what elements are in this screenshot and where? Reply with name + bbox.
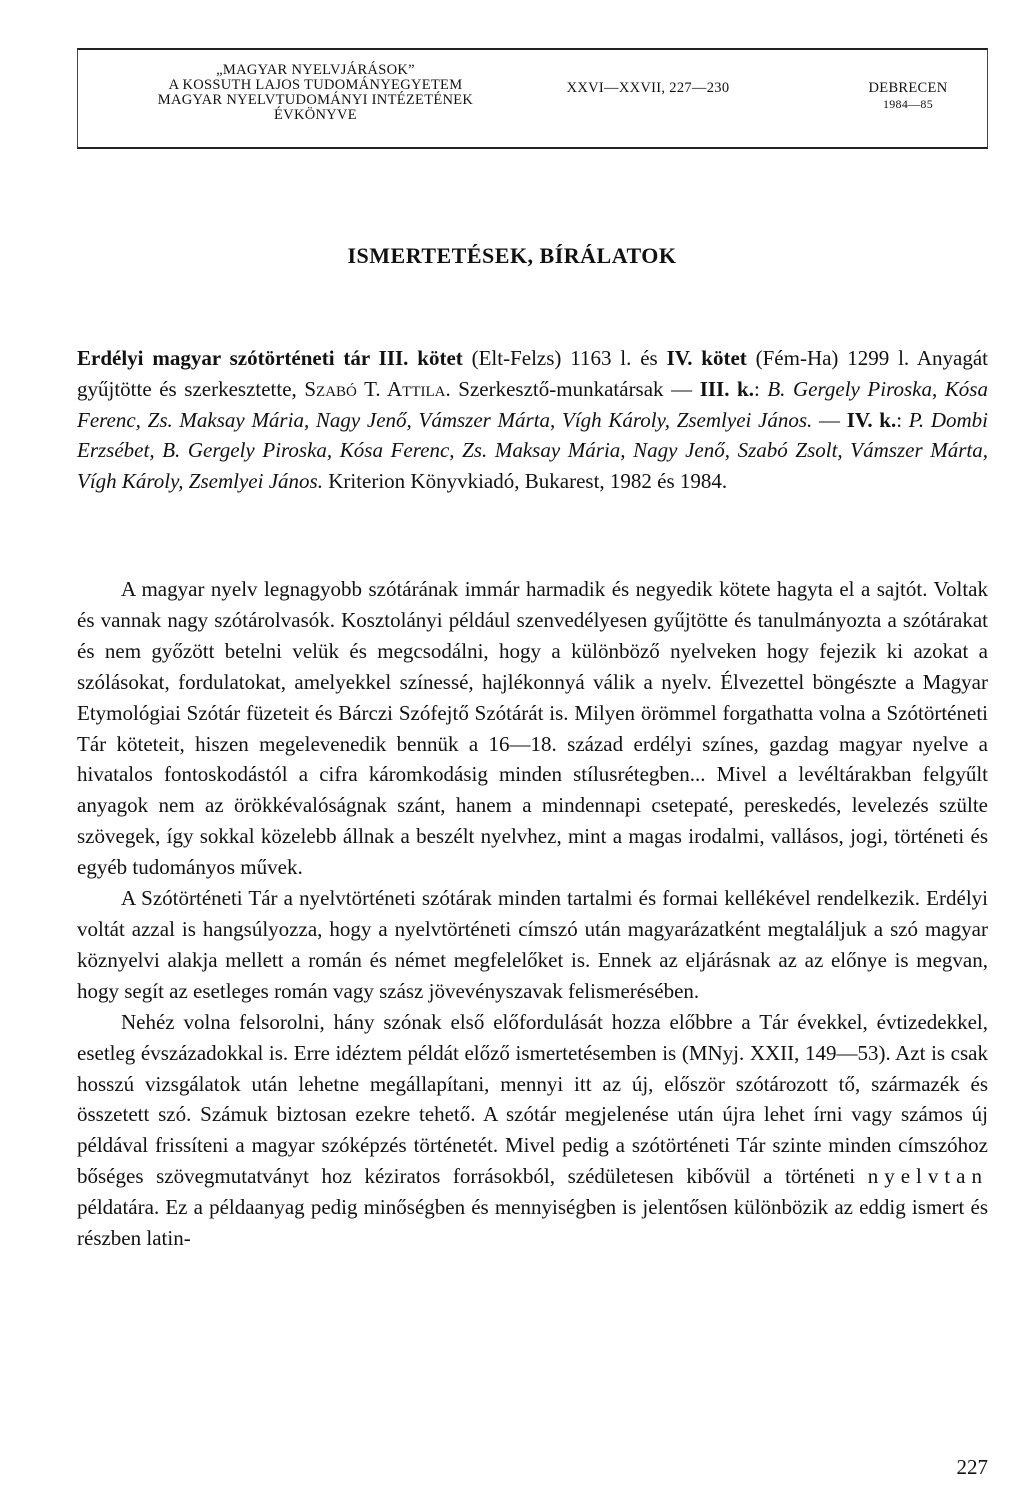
paragraph-text: Nehéz volna felsorolni, hány szónak első előfordulását hozza előbbre a Tár évekkel, évtizedekkel, esetleg évszázadokkal is. Erre idéztem példát előző ismertetésemben is (MNyj. XXII, 149—53). Azt is csak hosszú vizsgálatok után lehetne megállapítani, mennyi itt az új, először szótározott tő, származék és összetett szó. Számuk biztosan ezekre tehető. A szótár megjelenése után újra lehet írni vagy számos új példával frissíteni a magyar szóképzés történetét. Mivel pedig a szótörténeti Tár szinte minden címszóhoz bőséges szövegmutatványt hoz kéziratos forrásokból, szédületesen kibővül a történeti: [77, 1009, 988, 1189]
journal-header: [77, 48, 988, 149]
years: 1984—85: [882, 97, 934, 111]
paragraph-text: példatára. Ez a példaanyag pedig minőségben és mennyiségben is jelentősen különbözik az eddig ismert és részben latin-: [77, 1195, 988, 1251]
publisher: Kriterion Könyvkiadó, Bukarest, 1982 és 1984.: [322, 469, 728, 494]
series-title: „MAGYAR NYELVJÁRÁSOK”: [216, 62, 415, 78]
biblio-text: :: [753, 376, 768, 401]
spaced-emphasis: nyelvtan: [867, 1164, 988, 1189]
volume-label: IV. k.: [846, 407, 897, 432]
contributors: P. Dombi Erzsébet, B. Gergely Piroska, Kósa Ferenc, Zs. Maksay Mária, Nagy Jenő, Szabó Zsolt, Vámszer Márta, Vígh Károly, Zsemlyei János.: [77, 407, 989, 494]
page-number: 227: [956, 1455, 988, 1479]
volume-title: Erdélyi magyar szótörténeti tár III. kötet: [77, 346, 463, 370]
paragraph: A Szótörténeti Tár a nyelvtörténeti szótárak minden tartalmi és formai kellékével rendelkezik. Erdélyi voltát azzal is hangsúlyozza, hogy a nyelvtörténeti címszó után magyarázatként megtaláljuk a szó magyar köznyelvi alakja mellett a román és német megfelelőket is. Ennek az eljárásnak az az előnye is megvan, hogy segít az esetleges román vagy szász jövevényszavak felismerésében.: [77, 886, 988, 1003]
review-body: [77, 574, 988, 1254]
institution-block: [78, 63, 553, 123]
bibliographic-entry: [77, 343, 988, 497]
editor-name: Szabó T. Attila: [304, 376, 446, 401]
biblio-text: (Elt-Felzs) 1163 l. és: [462, 346, 667, 370]
volume-title: IV. kötet: [666, 346, 747, 370]
biblio-text: —: [812, 407, 847, 432]
biblio-text: :: [896, 407, 909, 432]
place-date-block: [838, 80, 978, 112]
city: DEBRECEN: [868, 80, 948, 96]
institution-line: ÉVKÖNYVE: [274, 107, 357, 123]
biblio-text: . Szerkesztő-munkatársak —: [445, 376, 700, 401]
contributors: B. Gergely Piroska, Kósa Ferenc, Zs. Maksay Mária, Nagy Jenő, Vámszer Márta, Vígh Károly, Zsemlyei János.: [77, 376, 988, 432]
section-title: ISMERTETÉSEK, BÍRÁLATOK: [347, 243, 677, 268]
biblio-text: (Fém-Ha) 1299 l. Anyagát gyűjtötte és szerkesztette,: [77, 346, 988, 401]
volume-label: III. k.: [699, 376, 754, 401]
institution-line: A KOSSUTH LAJOS TUDOMÁNYEGYETEM: [168, 77, 463, 93]
volume-pages: XXVI—XXVII, 227—230: [566, 80, 730, 96]
paragraph: [77, 1007, 988, 1254]
paragraph: A magyar nyelv legnagyobb szótárának immár harmadik és negyedik kötete hagyta el a sajtót. Voltak és vannak nagy szótárolvasók. Kosztolányi például szenvedélyesen gyűjtötte és tanulmányozta a szótárakat és nem győzött betelni velük és megcsodálni, hogy a különböző nyelveken hogy fejezik ki azokat a szólásokat, fordulatokat, amelyekkel színessé, hajlékonnyá válik a nyelv. Élvezettel böngészte a Magyar Etymológiai Szótár füzeteit és Bárczi Szófejtő Szótárát is. Milyen örömmel forgathatta volna a Szótörténeti Tár köteteit, hiszen megelevenedik bennük a 16—18. század erdélyi színes, gazdag magyar nyelve a hivatalos fontoskodástól a cifra káromkodásig minden stílusrétegben... Mivel a levéltárakban felgyűlt anyagok nem az örökkévalóságnak szánt, hanem a mindennapi csetepaté, pereskedés, levelezés szülte szövegek, így sokkal közelebb állnak a beszélt nyelvhez, mint a magas irodalmi, vallásos, jogi, történeti és egyéb tudományos művek.: [77, 577, 988, 880]
institution-line: MAGYAR NYELVTUDOMÁNYI INTÉZETÉNEK: [157, 92, 474, 108]
